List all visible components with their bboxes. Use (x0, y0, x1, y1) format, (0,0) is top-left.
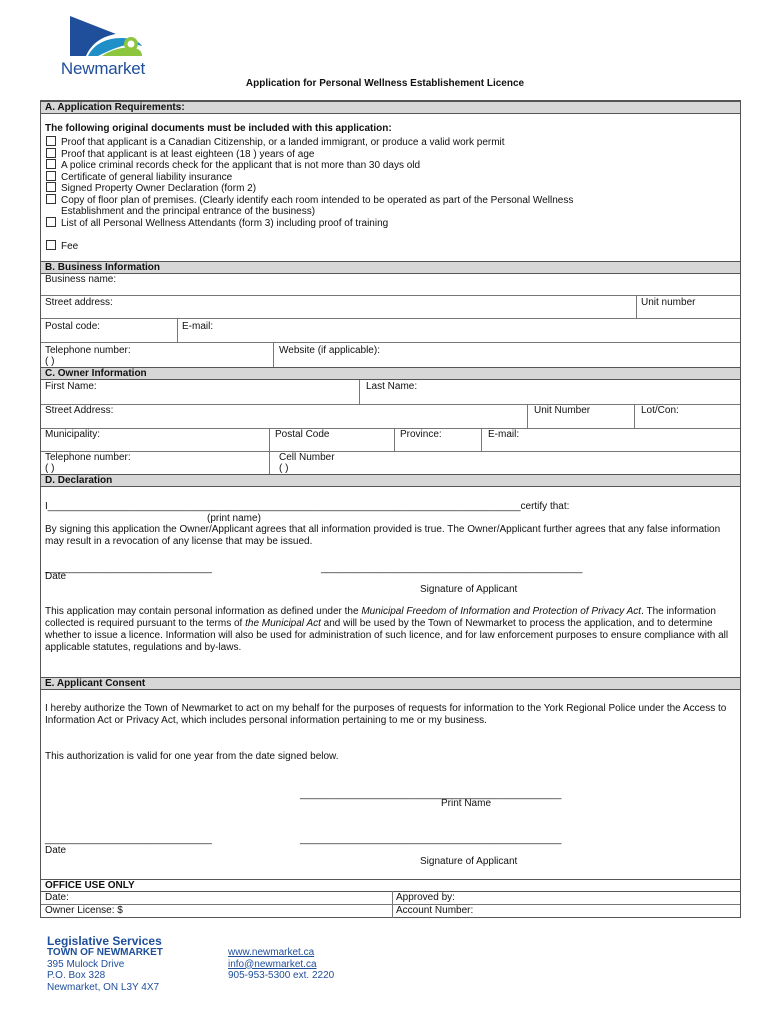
owner-unit-label[interactable]: Unit Number (534, 405, 591, 416)
footer-address-line: 395 Mulock Drive (47, 958, 125, 970)
requirement-item: Copy of floor plan of premises. (Clearly identify each room intended to be operated as part of the Personal Wellness (46, 194, 573, 206)
requirement-item: Signed Property Owner Declaration (form 2) (46, 182, 256, 194)
print-name-caption: (print name) (207, 513, 261, 524)
checkbox[interactable] (46, 148, 56, 158)
declaration-signature-line[interactable]: _______________________________________________ (321, 563, 583, 574)
owner-telephone-paren: ( ) (45, 463, 55, 474)
office-account-number-label[interactable]: Account Number: (396, 905, 474, 916)
owner-email-label[interactable]: E-mail: (488, 429, 520, 440)
consent-date-line[interactable]: ______________________________ (45, 834, 212, 845)
business-unit-label[interactable]: Unit number (641, 297, 696, 308)
business-telephone-paren: ( ) (45, 356, 55, 367)
declaration-statement: By signing this application the Owner/Applicant agrees that all information provided is true. The Owner/Applicant further agrees that any false information may result in a revocation of any license that may be issued. (45, 524, 721, 547)
owner-province-label[interactable]: Province: (400, 429, 442, 440)
requirement-item: List of all Personal Wellness Attendants (form 3) including proof of training (46, 217, 388, 229)
declaration-date-line[interactable]: ______________________________ (45, 563, 212, 574)
checkbox[interactable] (46, 240, 56, 250)
footer-address (47, 947, 163, 993)
checkbox[interactable] (46, 136, 56, 146)
footer-department: Legislative Services (47, 934, 162, 948)
footer-website-link[interactable]: www.newmarket.ca (228, 947, 315, 958)
fee-item: Fee (46, 240, 78, 252)
owner-municipality-label[interactable]: Municipality: (45, 429, 101, 440)
newmarket-logo-mark (42, 12, 164, 62)
owner-cell-label[interactable]: Cell Number (279, 452, 335, 463)
owner-first-name-label[interactable]: First Name: (45, 381, 97, 392)
business-street-label[interactable]: Street address: (45, 297, 113, 308)
consent-signature-label: Signature of Applicant (420, 856, 518, 867)
section-b-header: B. Business Information (41, 261, 740, 274)
checkbox[interactable] (46, 194, 56, 204)
footer-contact (228, 947, 334, 982)
footer-address-line: P.O. Box 328 (47, 970, 106, 981)
requirement-item-continued: Establishment and the principal entrance of the business) (61, 206, 316, 217)
section-e-header: E. Applicant Consent (41, 677, 740, 690)
requirement-item: Certificate of general liability insurance (46, 171, 232, 183)
consent-print-name-label: Print Name (441, 798, 492, 809)
privacy-notice: This application may contain personal information as defined under the Municipal Freedom of Information and Protection of Privacy Act. The information collected is required pursuant to the terms of the Municipal Act and will be used by the Town of Newmarket to process the application, and to determine whether to issue a licence. Information will also be used for administration of such licence, and for law enforcement purposes to ensure compliance with all applicable statutes, regulations and by-laws. (45, 606, 729, 653)
section-d-header: D. Declaration (41, 474, 740, 487)
requirements-intro: The following original documents must be included with this application: (45, 123, 392, 134)
office-owner-license-label[interactable]: Owner License: $ (45, 905, 123, 916)
section-c-header: C. Owner Information (41, 367, 740, 380)
owner-postal-label[interactable]: Postal Code (275, 429, 330, 440)
office-use-header: OFFICE USE ONLY (41, 879, 740, 892)
business-email-label[interactable]: E-mail: (182, 321, 214, 332)
owner-lot-con-label[interactable]: Lot/Con: (641, 405, 679, 416)
owner-telephone-label[interactable]: Telephone number: (45, 452, 131, 463)
office-date-label[interactable]: Date: (45, 892, 69, 903)
requirement-item: Proof that applicant is a Canadian Citizenship, or a landed immigrant, or produce a valid work permit (46, 136, 505, 148)
business-telephone-label[interactable]: Telephone number: (45, 345, 131, 356)
checkbox[interactable] (46, 182, 56, 192)
newmarket-logo (42, 12, 164, 80)
office-approved-by-label[interactable]: Approved by: (396, 892, 455, 903)
owner-street-label[interactable]: Street Address: (45, 405, 114, 416)
declaration-date-label: Date (45, 571, 67, 582)
section-a-header: A. Application Requirements: (41, 101, 740, 114)
requirement-item: A police criminal records check for the applicant that is not more than 30 days old (46, 159, 420, 171)
certify-line[interactable]: I_____________________________________________________________________________________certify that: (45, 501, 570, 512)
owner-last-name-label[interactable]: Last Name: (366, 381, 418, 392)
consent-statement: I hereby authorize the Town of Newmarket to act on my behalf for the purposes of requests for information to the York Regional Police under the Access to Information Act or Privacy Act, which includes personal information pertaining to me or my business. (45, 703, 727, 726)
business-website-label[interactable]: Website (if applicable): (279, 345, 380, 356)
consent-print-name-line[interactable]: _______________________________________________ (300, 789, 562, 800)
document-title: Application for Personal Wellness Establishement Licence (245, 78, 525, 89)
footer-email-link[interactable]: info@newmarket.ca (228, 958, 317, 970)
checkbox[interactable] (46, 171, 56, 181)
business-name-label[interactable]: Business name: (45, 274, 117, 285)
declaration-signature-label: Signature of Applicant (420, 584, 518, 595)
footer-phone: 905-953-5300 ext. 2220 (228, 970, 335, 981)
consent-date-label: Date (45, 845, 67, 856)
footer-address-line: Newmarket, ON L3Y 4X7 (47, 981, 160, 993)
consent-signature-line[interactable]: _______________________________________________ (300, 834, 562, 845)
application-form (40, 100, 741, 918)
business-postal-label[interactable]: Postal code: (45, 321, 101, 332)
checkbox[interactable] (46, 217, 56, 227)
requirement-item: Proof that applicant is at least eighteen (18 ) years of age (46, 148, 315, 160)
logo-wordmark: Newmarket (60, 59, 146, 78)
checkbox[interactable] (46, 159, 56, 169)
footer-town: TOWN OF NEWMARKET (47, 947, 163, 958)
owner-cell-paren: ( ) (279, 463, 289, 474)
consent-validity: This authorization is valid for one year from the date signed below. (45, 751, 339, 762)
